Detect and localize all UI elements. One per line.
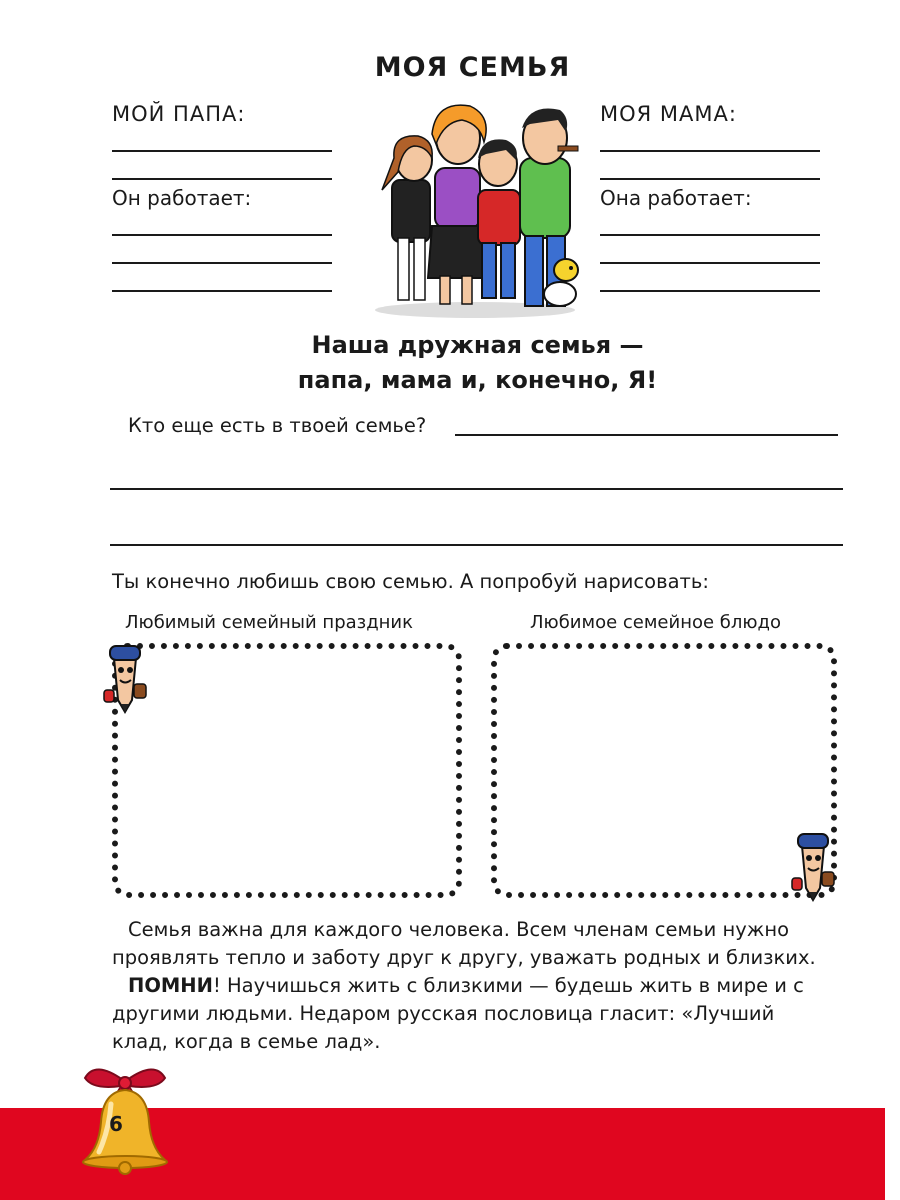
dad-works-label: Он работает: <box>112 186 252 210</box>
box-caption-dish: Любимое семейное блюдо <box>530 612 781 633</box>
dad-work-line-1[interactable] <box>112 234 332 236</box>
dad-name-line-1[interactable] <box>112 150 332 152</box>
mom-label: МОЯ МАМА: <box>600 102 737 126</box>
dad-work-line-2[interactable] <box>112 262 332 264</box>
mom-work-line-1[interactable] <box>600 234 820 236</box>
mom-name-line-2[interactable] <box>600 178 820 180</box>
who-else-line-3[interactable] <box>110 544 843 546</box>
dad-label: МОЙ ПАПА: <box>112 102 246 126</box>
draw-prompt: Ты конечно любишь свою семью. А попробуй нарисовать: <box>112 570 709 593</box>
page-number: 6 <box>109 1112 123 1136</box>
pencil-character-icon <box>788 828 840 906</box>
mom-work-line-3[interactable] <box>600 290 820 292</box>
page-title: МОЯ СЕМЬЯ <box>374 52 571 83</box>
paragraph-1-line-1: Семья важна для каждого человека. Всем членам семьи нужно <box>128 918 790 941</box>
family-illustration-icon <box>370 98 585 323</box>
drawing-box-dish[interactable] <box>491 643 837 898</box>
slogan-line-1: Наша дружная семья — <box>311 331 644 359</box>
who-else-line-1[interactable] <box>455 434 838 436</box>
paragraph-2-line-1-rest: ! Научишься жить с близкими — будешь жить в мире и с <box>212 974 804 997</box>
box-caption-holiday: Любимый семейный праздник <box>125 612 413 633</box>
dad-work-line-3[interactable] <box>112 290 332 292</box>
bell-icon <box>75 1060 175 1175</box>
drawing-box-holiday[interactable] <box>112 643 462 898</box>
paragraph-2-line-3: клад, когда в семье лад». <box>112 1030 381 1053</box>
paragraph-2-line-1 <box>128 972 804 1000</box>
mom-name-line-1[interactable] <box>600 150 820 152</box>
who-else-question: Кто еще есть в твоей семье? <box>128 414 427 437</box>
dad-name-line-2[interactable] <box>112 178 332 180</box>
paragraph-2-line-2: другими людьми. Недаром русская пословица гласит: «Лучший <box>112 1002 775 1025</box>
slogan-line-2: папа, мама и, конечно, Я! <box>297 366 658 394</box>
who-else-line-2[interactable] <box>110 488 843 490</box>
mom-work-line-2[interactable] <box>600 262 820 264</box>
remember-word: ПОМНИ <box>128 974 213 997</box>
paragraph-1-line-2: проявлять тепло и заботу друг к другу, уважать родных и близких. <box>112 946 816 969</box>
pencil-character-icon <box>100 640 152 718</box>
mom-works-label: Она работает: <box>600 186 752 210</box>
